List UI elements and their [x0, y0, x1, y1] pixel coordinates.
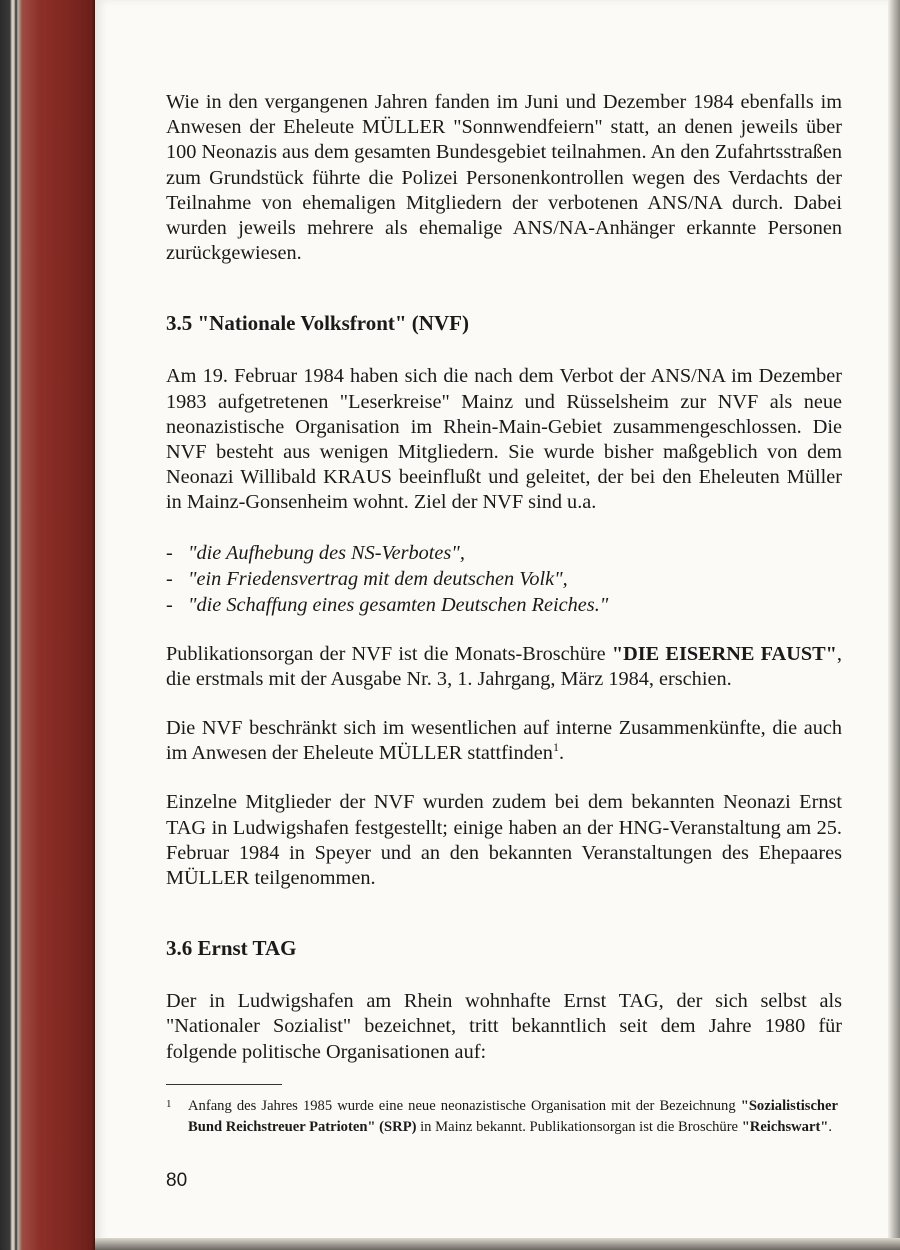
list-dash: - [166, 567, 173, 590]
list-item: - "ein Friedensvertrag mit dem deutschen Volk", [166, 567, 568, 590]
footnote-divider [166, 1084, 282, 1085]
footnote-reference: 1 [552, 740, 559, 755]
book-binding [0, 0, 95, 1250]
nvf-goals-list [166, 540, 842, 618]
paragraph-nvf-founding: Am 19. Februar 1984 haben sich die nach dem Verbot der ANS/NA im Dezember 1983 aufgetretenen "Leserkreise" Mainz und Rüsselsheim zur NVF als neue neonazistische Organisation im Rhein-Main-Gebiet zusammengeschlossen. Die NVF besteht aus wenigen Mitgliedern. Sie wurde bisher maßgeblich von dem Neonazi Willibald KRAUS beeinflußt und geleitet, der bei den Eheleuten Müller in Mainz-Gonsenheim wohnt. Ziel der NVF sind u.a. [166, 365, 842, 514]
list-dash: - [166, 593, 173, 616]
page-edge-right [888, 0, 900, 1250]
paragraph-ernst-tag: Der in Ludwigshafen am Rhein wohnhafte Ernst TAG, der sich selbst als "Nationaler Sozialist" bezeichnet, tritt bekanntlich seit dem Jahre 1980 für folgende politische Organisationen auf: [166, 990, 842, 1063]
page-edge-bottom [95, 1238, 900, 1250]
section-heading-3-5: 3.5 "Nationale Volksfront" (NVF) [166, 311, 469, 336]
list-dash: - [166, 541, 173, 564]
list-item: - "die Aufhebung des NS-Verbotes", [166, 541, 465, 564]
section-heading-3-6: 3.6 Ernst TAG [166, 936, 297, 961]
paragraph-sonnwendfeiern: Wie in den vergangenen Jahren fanden im Juni und Dezember 1984 ebenfalls im Anwesen der Eheleute MÜLLER "Sonnwendfeiern" statt, an denen jeweils über 100 Neonazis aus dem gesamten Bundesgebiet teilnahmen. An den Zufahrtsstraßen zum Grundstück führte die Polizei Personenkontrollen wegen des Verdachts der Teilnahme von ehemaligen Mitgliedern der verbotenen ANS/NA durch. Dabei wurden jeweils mehrere als ehemalige ANS/NA-Anhänger erkannte Personen zurückgewiesen. [166, 91, 842, 265]
paragraph-internal-meetings: Die NVF beschränkt sich im wesentlichen auf interne Zusammenkünfte, die auch im Anwesen der Eheleute MÜLLER stattfinden$^1$. [166, 717, 842, 765]
footnote-text: Anfang des Jahres 1985 wurde eine neue neonazistische Organisation mit der Bezeichnung "Sozialistischer Bund Reichstreuer Patrioten" (SRP) in Mainz bekannt. Publikationsorgan ist die Broschüre "Reichswart". [188, 1098, 838, 1135]
page-number: 80 [166, 1170, 188, 1191]
footnote-number: 1 [166, 1098, 172, 1110]
paragraph-members: Einzelne Mitglieder der NVF wurden zudem bei dem bekannten Neonazi Ernst TAG in Ludwigshafen festgestellt; einige haben an der HNG-Veranstaltung am 25. Februar 1984 in Speyer und an den bekannten Veranstaltungen des Ehepaares MÜLLER teilgenommen. [166, 791, 842, 890]
paragraph-publication: Publikationsorgan der NVF ist die Monats-Broschüre "DIE EISERNE FAUST", die erstmals mit der Ausgabe Nr. 3, 1. Jahrgang, März 1984, erschien. [166, 642, 842, 690]
footnote [166, 1096, 842, 1137]
page-body [166, 90, 842, 1065]
list-item: - "die Schaffung eines gesamten Deutschen Reiches." [166, 593, 609, 616]
publication-title: "DIE EISERNE FAUST" [611, 642, 837, 665]
